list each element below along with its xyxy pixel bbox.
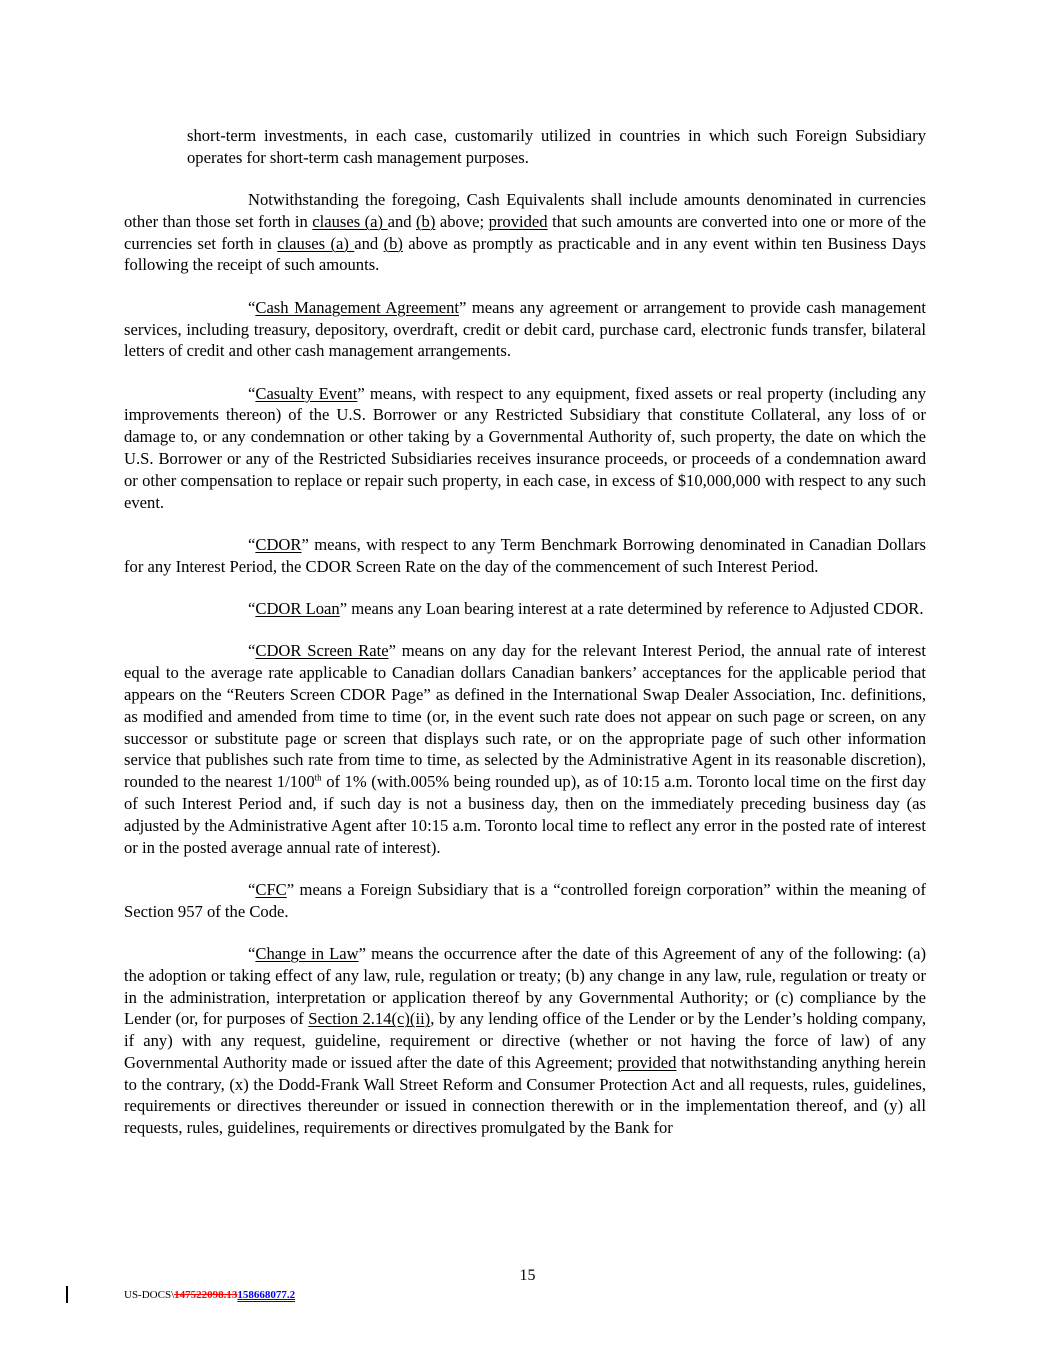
clause-reference: clauses (a): [312, 211, 388, 231]
defined-term: CDOR Loan: [255, 599, 340, 619]
document-body: [124, 125, 926, 1160]
definition-cash-management-agreement: “Cash Management Agreement” means any agreement or arrangement to provide cash management services, including treasury, depository, overdraft, credit or debit card, purchase card, electronic funds transfer, bilateral letters of credit and other cash management arrangements.: [124, 297, 926, 361]
definition-casualty-event: “Casualty Event” means, with respect to any equipment, fixed assets or real property (including any improvements thereon) of the U.S. Borrower or any Restricted Subsidiary that constitute Collateral, any loss of or damage to, or any condemnation or other taking by a Governmental Authority of, such property, the date on which the U.S. Borrower or any of the Restricted Subsidiaries receives insurance proceeds, or proceeds of a condemnation award or other compensation to replace or repair such property, in each case, in excess of $10,000,000 with respect to any such event.: [124, 383, 926, 512]
definition-cdor: “CDOR” means, with respect to any Term Benchmark Borrowing denominated in Canadian Dollars for any Interest Period, the CDOR Screen Rate on the day of the commencement of such Interest Period.: [124, 534, 926, 576]
section-reference: Section 2.14(c)(ii): [308, 1009, 431, 1029]
superscript: th: [314, 772, 322, 783]
clause-reference: clauses (a): [277, 233, 355, 253]
definition-cdor-loan: “CDOR Loan” means any Loan bearing interest at a rate determined by reference to Adjusted CDOR.: [248, 599, 924, 619]
definition-change-in-law: “Change in Law” means the occurrence after the date of this Agreement of any of the following: (a) the adoption or taking effect of any law, rule, regulation or treaty; (b) any change in any law, rule, regulation or treaty or in the administration, interpretation or application thereof by any Governmental Authority; or (c) compliance by the Lender (or, for purposes of Section 2.14(c)(ii), by any lending office of the Lender or by the Lender’s holding company, if any) with any request, guideline, requirement or directive (whether or not having the force of law) of any Governmental Authority made or issued after the date of this Agreement; provided that notwithstanding anything herein to the contrary, (x) the Dodd-Frank Wall Street Reform and Consumer Protection Act and all requests, rules, guidelines, requirements or directives thereunder or issued in connection therewith or in the implementation thereof, and (y) all requests, rules, guidelines, requirements or directives promulgated by the Bank for: [124, 943, 926, 1138]
doc-id-deleted: 147522098.13: [174, 1289, 238, 1301]
defined-term: CDOR: [255, 534, 302, 554]
doc-id-prefix: US-DOCS\: [124, 1289, 175, 1301]
defined-term: Change in Law: [255, 943, 359, 963]
defined-term: CDOR Screen Rate: [255, 641, 389, 661]
proviso-term: provided: [488, 211, 548, 231]
defined-term: Casualty Event: [255, 383, 358, 403]
defined-term: Cash Management Agreement: [255, 297, 460, 317]
doc-id-inserted: 158668077.2: [237, 1289, 296, 1301]
paragraph-cash-equivalents-note: Notwithstanding the foregoing, Cash Equivalents shall include amounts denominated in currencies other than those set forth in clauses (a) and (b) above; provided that such amounts are converted into one or more of the currencies set forth in clauses (a) and (b) above as promptly as practicable and in any event within ten Business Days following the receipt of such amounts.: [124, 190, 927, 275]
defined-term: CFC: [255, 879, 287, 899]
clause-reference: (b): [383, 233, 403, 253]
revision-change-bar: [66, 1286, 68, 1303]
document-id: [124, 1289, 295, 1301]
definition-cdor-screen-rate: “CDOR Screen Rate” means on any day for the relevant Interest Period, the annual rate of interest equal to the average rate applicable to Canadian dollars Canadian bankers’ acceptances for the applicable period that appears on the “Reuters Screen CDOR Page” as defined in the International Swap Dealer Association, Inc. definitions, as modified and amended from time to time (or, in the event such rate does not appear on such page or screen, on any successor or substitute page or screen that displays such rate, or on the appropriate page of such other information service that publishes such rate from time to time, as selected by the Administrative Agent in its reasonable discretion), rounded to the nearest 1/100th of 1% (with.005% being rounded up), as of 10:15 a.m. Toronto local time on the first day of such Interest Period and, if such day is not a business day, then on the immediately preceding business day (as adjusted by the Administrative Agent after 10:15 a.m. Toronto local time to reflect any error in the posted rate of interest or in the posted average annual rate of interest).: [124, 641, 926, 857]
proviso-term: provided: [617, 1052, 677, 1072]
paragraph-continuation: short-term investments, in each case, customarily utilized in countries in which such Foreign Subsidiary operates for short-term cash management purposes.: [187, 126, 926, 167]
definition-cfc: “CFC” means a Foreign Subsidiary that is a “controlled foreign corporation” within the meaning of Section 957 of the Code.: [124, 879, 926, 921]
page-number: 15: [519, 1267, 536, 1284]
clause-reference: (b): [416, 211, 436, 231]
